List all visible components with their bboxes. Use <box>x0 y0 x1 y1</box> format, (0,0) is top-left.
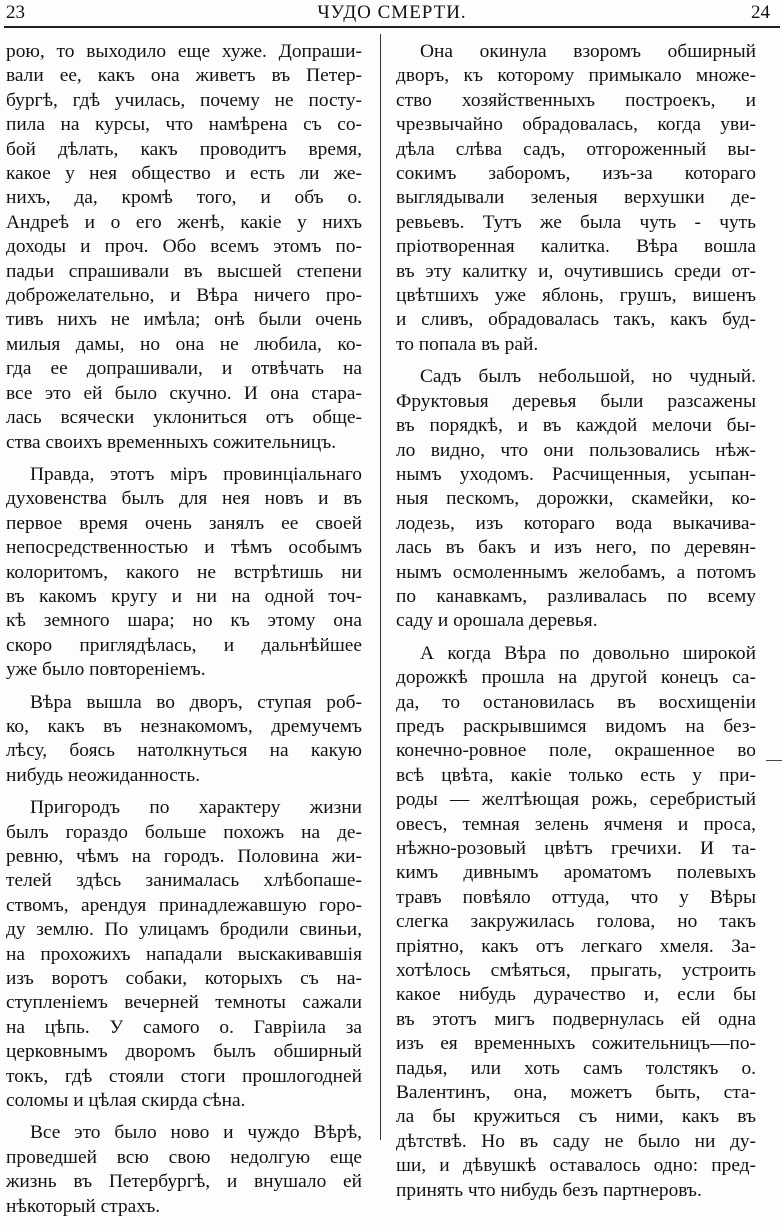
text-line: въ порядкѣ, и въ каждой мелочи бы- <box>396 415 756 437</box>
text-line: колоритомъ, какого не встрѣтишь ни <box>6 561 362 583</box>
text-line: Вѣра вышла во дворъ, ступая роб- <box>30 691 362 713</box>
text-line: овесъ, темная зелень ячменя и проса, <box>396 813 756 835</box>
text-line: цвѣтшихъ уже яблонь, грушъ, вишенъ <box>396 285 756 307</box>
text-line: ревьевъ. Тутъ же была чуть - чуть <box>396 211 756 233</box>
text-line: скоро приглядѣлась, и дальнѣйшее <box>6 634 362 656</box>
text-line: дѣтствѣ. Но въ саду не было ни ду- <box>396 1130 756 1152</box>
text-line: саду и орошала деревья. <box>396 610 598 632</box>
text-line: какое у нея общество и есть ли же- <box>6 163 362 185</box>
text-line: Садъ былъ небольшой, но чудный. <box>420 366 756 388</box>
text-line: предъ раскрывшимся видомъ на без- <box>396 715 756 737</box>
text-line: по канавкамъ, разливалась по всему <box>396 585 756 607</box>
text-line: Фруктовыя деревья были разсажены <box>396 390 756 412</box>
text-line: сокимъ заборомъ, изъ-за котораго <box>396 163 756 185</box>
text-line: то попала въ рай. <box>396 333 539 355</box>
text-line: пріятно, какъ отъ легкаго хмеля. За- <box>396 935 756 957</box>
text-line: Пригородъ по характеру жизни <box>30 797 362 819</box>
text-line: Правда, этотъ міръ провинціальнаго <box>30 463 362 485</box>
paragraph <box>6 1121 362 1219</box>
text-line: вали ее, какъ она живетъ въ Петер- <box>6 65 362 87</box>
text-line: роды — желтѣющая рожь, серебристый <box>396 789 756 811</box>
text-line: на прохожихъ нападали выскакивавшія <box>6 943 362 965</box>
text-line: токъ, гдѣ стояли стоги прошлогодней <box>6 1065 362 1087</box>
text-line: соломы и цѣлая скирда сѣна. <box>6 1090 246 1112</box>
text-line: ныя пескомъ, дорожки, скамейки, ко- <box>396 488 756 510</box>
text-line: нѣкоторый страхъ. <box>6 1195 161 1217</box>
text-line: все это ей было скучно. И она стара- <box>6 382 362 404</box>
text-line: травъ повѣяло оттуда, что у Вѣры <box>396 886 756 908</box>
running-title: ЧУДО СМЕРТИ. <box>317 2 467 23</box>
text-line: всѣ цвѣта, какіе только есть у при- <box>396 764 756 786</box>
text-line: и сливъ, обрадовалась такъ, какъ буд- <box>396 309 756 331</box>
text-line: Валентинъ, она, можетъ быть, ста- <box>396 1082 756 1104</box>
text-line: падья, или хоть самъ толстякъ о. <box>396 1057 756 1079</box>
paragraph <box>6 796 362 1113</box>
text-line: ши, и дѣвушкѣ оставалось одно: пред- <box>396 1155 756 1177</box>
text-line: дѣла слѣва садъ, отгороженный вы- <box>396 138 756 160</box>
text-line: А когда Вѣра по довольно широкой <box>420 642 756 664</box>
text-line: кѣ земного шара; но къ этому она <box>6 610 362 632</box>
text-line: проведшей всю свою недолгую еще <box>6 1146 362 1168</box>
text-line: въ эту калитку и, очутившись среди от- <box>396 260 756 282</box>
text-line: пріотворенная калитка. Вѣра вошла <box>396 236 756 258</box>
text-line: уже было повтореніемъ. <box>6 659 206 681</box>
text-line: бой дѣлать, какъ проводитъ время, <box>6 138 362 160</box>
text-line: рою, то выходило еще хуже. Допраши- <box>6 41 362 62</box>
text-line: ло видно, что они пользовались нѣж- <box>396 439 756 461</box>
right-column <box>396 40 756 1211</box>
text-line: церковнымъ дворомъ былъ обширный <box>6 1041 362 1063</box>
text-line: ду землю. По улицамъ бродили свиньи, <box>6 919 362 941</box>
text-line: нымъ уходомъ. Расчищенныя, усыпан- <box>396 463 756 485</box>
text-line: принять что нибудь безъ партнеровъ. <box>396 1179 702 1201</box>
text-line: да, то остановилась въ восхищеніи <box>396 691 756 713</box>
text-line: конечно-ровное поле, окрашенное во <box>396 740 756 762</box>
text-line: ступленіемъ вечерней темноты сажали <box>6 992 362 1014</box>
paragraph <box>6 40 362 455</box>
text-line: былъ гораздо больше похожъ на де- <box>6 821 362 843</box>
text-line: падьи спрашивали въ высшей степени <box>6 260 362 282</box>
text-line: лодезь, изъ котораго вода выкачива- <box>396 512 756 534</box>
text-line: изъ ея временныхъ сожительницъ—по- <box>396 1033 756 1055</box>
text-line: лась всячески уклониться отъ обще- <box>6 407 362 429</box>
text-line: кимъ дивнымъ ароматомъ полевыхъ <box>396 862 756 884</box>
text-line: нибудь неожиданность. <box>6 764 201 786</box>
text-line: духовенства былъ для нея новъ и въ <box>6 488 362 510</box>
page-number-right: 24 <box>751 2 770 23</box>
text-line: нихъ, да, кромѣ того, и объ о. <box>6 187 362 209</box>
text-line: на цѣпь. У самого о. Гавріила за <box>6 1016 362 1038</box>
text-line: милыя дамы, но она не любила, ко- <box>6 333 362 355</box>
text-line: телей здѣсь занималась хлѣбопаше- <box>6 870 362 892</box>
text-line: Все это было ново и чуждо Вѣрѣ, <box>30 1122 362 1144</box>
text-line: въ какомъ кругу и ни на одной точ- <box>6 585 362 607</box>
header-rule <box>4 26 780 28</box>
text-line: нѣжно-розовый цвѣтъ гречихи. И та- <box>396 838 756 859</box>
text-line: первое время очень занялъ ее своей <box>6 512 362 534</box>
text-line: Андреѣ и о его женѣ, какіе у нихъ <box>6 211 362 233</box>
text-line: бургѣ, гдѣ училась, почему не посту- <box>6 89 362 111</box>
paragraph <box>396 40 756 357</box>
text-line: доброжелательно, и Вѣра ничего про- <box>6 285 362 307</box>
text-line: слегка закружилась голова, но такъ <box>396 911 756 933</box>
text-line: доходы и проч. Обо всемъ этомъ по- <box>6 236 362 258</box>
text-line: чрезвычайно обрадовалась, когда уви- <box>396 114 756 136</box>
text-line: какое нибудь дурачество и, если бы <box>396 984 756 1006</box>
paragraph <box>6 463 362 683</box>
text-line: ствомъ, арендуя принадлежавшую горо- <box>6 894 362 916</box>
text-line: жизнь въ Петербургѣ, и внушало ей <box>6 1171 362 1193</box>
text-line: хотѣлось смѣяться, прыгать, устроить <box>396 960 756 982</box>
text-line: лась въ бакъ и изъ него, по деревян- <box>396 537 756 559</box>
paragraph <box>396 365 756 633</box>
text-line: ство хозяйственныхъ построекъ, и <box>396 89 756 111</box>
text-line: тивъ нихъ не имѣла; онѣ были очень <box>6 309 362 331</box>
margin-mark <box>766 760 782 761</box>
text-line: выглядывали зеленыя верхушки де- <box>396 187 756 209</box>
column-divider <box>380 34 381 1140</box>
text-line: ства своихъ временныхъ сожительницъ. <box>6 431 337 453</box>
page-number-left: 23 <box>6 2 25 23</box>
text-line: изъ воротъ собаки, которыхъ съ на- <box>6 968 362 990</box>
text-line: лѣсу, боясь натолкнуться на какую <box>6 740 362 762</box>
page-header <box>0 0 784 30</box>
text-line: дорожкѣ прошла на другой конецъ са- <box>396 667 756 689</box>
text-line: ла бы кружиться съ ними, какъ въ <box>396 1106 756 1128</box>
text-line: пила на курсы, что намѣрена съ со- <box>6 114 362 136</box>
text-line: гда ее допрашивали, и отвѣчать на <box>6 358 362 380</box>
text-line: нымъ осмоленнымъ желобамъ, а потомъ <box>396 561 756 583</box>
text-line: дворъ, къ которому примыкало множе- <box>396 65 756 87</box>
text-line: непосредственностью и тѣмъ особымъ <box>6 537 362 559</box>
paragraph <box>396 642 756 1203</box>
paragraph <box>6 691 362 789</box>
text-line: ревню, чѣмъ на городъ. Половина жи- <box>6 846 362 867</box>
left-column <box>6 40 362 1227</box>
text-line: ко, какъ въ незнакомомъ, дремучемъ <box>6 715 362 737</box>
text-line: Она окинула взоромъ обширный <box>420 41 756 62</box>
text-line: въ этотъ мигъ подвернулась ей одна <box>396 1008 756 1030</box>
